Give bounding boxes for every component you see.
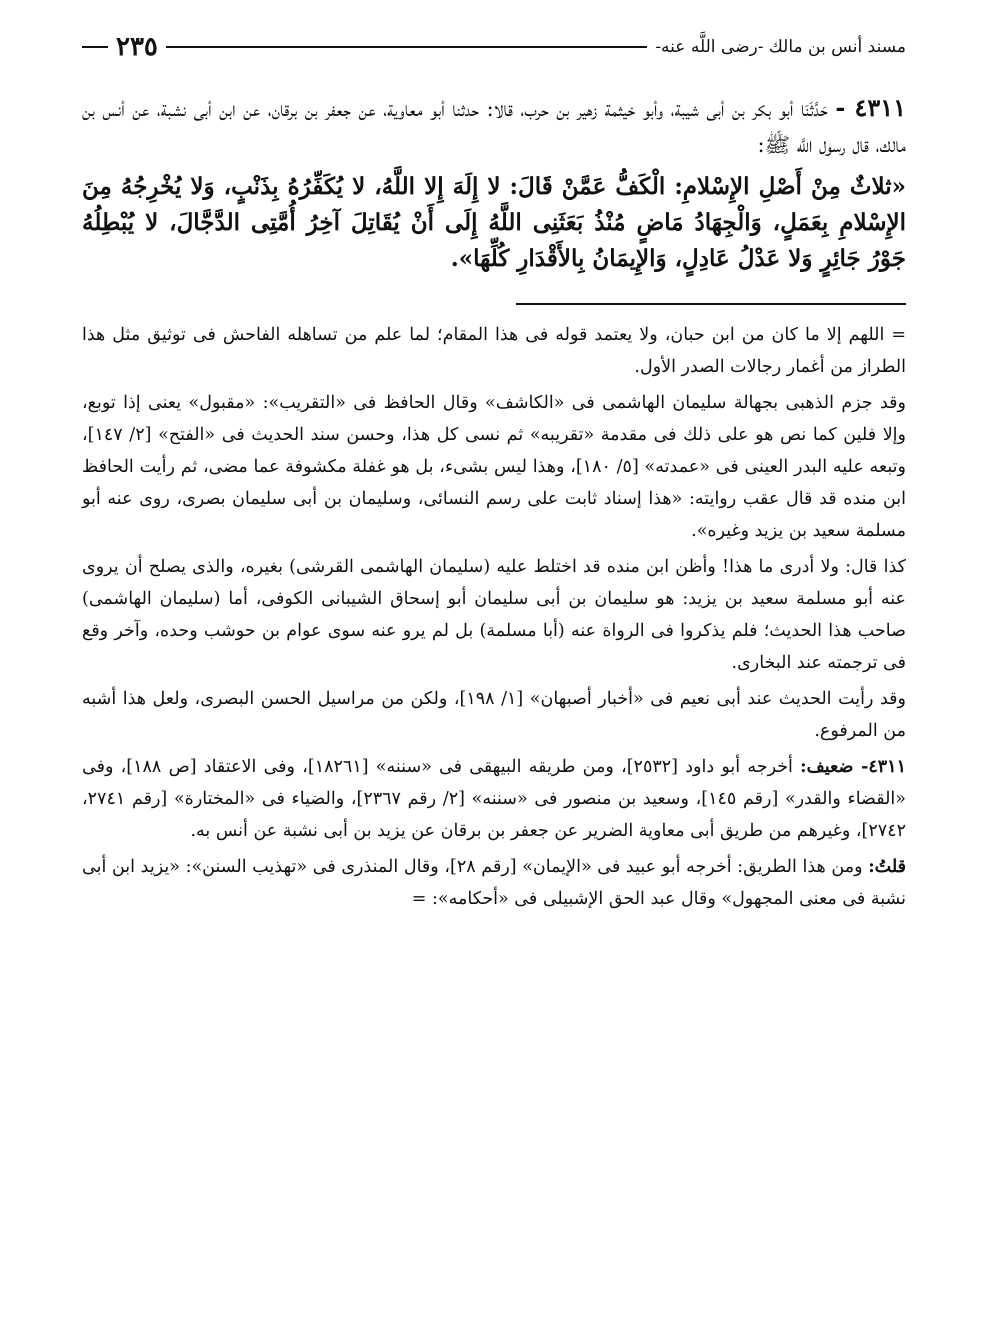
document-page [82,22,906,919]
page-number: ٢٣٥ [116,32,158,62]
page-header [82,22,906,72]
takhrij-paragraph [82,751,906,847]
comment-label: قلتُ: [868,857,906,877]
takhrij-text: أخرجه أبو داود [٢٥٣٢]، ومن طريقه البيهقى فى «سننه» [١٨٢٦١]، وفى الاعتقاد [ص ١٨٨]، وفى «القضاء والقدر» [رقم ١٤٥]، وسعيد بن منصور فى «سننه» [٢/ رقم ٢٣٦٧]، والضياء فى «المختارة» [رقم ٢٧٤١، ٢٧٤٢]، وغيرهم من طريق أبى معاوية الضرير عن جعفر بن برقان عن يزيد بن أبى نشبة عن أنس به. [82,757,906,841]
hadith-number: ٤٣١١ - [835,93,906,122]
footnote-paragraph: كذا قال: ولا أدرى ما هذا! وأظن ابن منده قد اختلط عليه (سليمان الهاشمى القرشى) بغيره، والذى يصلح أن يروى عنه أبو مسلمة سعيد بن يزيد: هو سليمان بن أبى سليمان أبو إسحاق الشيبانى الكوفى، أما (سليمان الهاشمى) صاحب هذا الحديث؛ فلم يذكروا فى الرواة عنه (أبا مسلمة) بل لم يرو عنه سوى عوام بن حوشب وحده، وآخر وقع فى ترجمته عند البخارى. [82,557,906,673]
footnote-paragraph: = اللهم إلا ما كان من ابن حبان، ولا يعتمد قوله فى هذا المقام؛ لما علم من تساهله الفاحش فى توثيق مثل هذا الطراز من أغمار رجالات الصدر الأول. [82,325,906,377]
takhrij-label: ٤٣١١- ضعيف: [800,757,906,777]
running-title: مسند أنس بن مالك -رضى اللَّه عنه- [655,37,906,57]
footnote-paragraph: وقد رأيت الحديث عند أبى نعيم فى «أخبار أصبهان» [١/ ١٩٨]، ولكن من مراسيل الحسن البصرى، ولعل هذا أشبه من المرفوع. [82,689,906,741]
comment-text: ومن هذا الطريق: أخرجه أبو عبيد فى «الإيمان» [رقم ٢٨]، وقال المنذرى فى «تهذيب السنن»: «يزيد ابن أبى نشبة فى معنى المجهول» وقال عبد الحق الإشبيلى فى «أحكامه»: = [82,857,906,909]
hadith-matn: «ثلاثٌ مِنْ أَصْلِ الإِسْلامِ: الْكَفُّ عَمَّنْ قَالَ: لا إِلَهَ إِلا اللَّهُ، لا يُكَفِّرُهُ بِذَنْبٍ، وَلا يُخْرِجُهُ مِنَ الإِسْلامِ بِعَمَلٍ، وَالْجِهَادُ مَاضٍ مُنْذُ بَعَثَنِى اللَّهُ إِلَى أَنْ يُقَاتِلَ آخِرُ أُمَّتِى الدَّجَّالَ، لا يُبْطِلُهُ جَوْرُ جَائِرٍ وَلا عَدْلُ عَادِلٍ، وَالإِيمَانُ بِالأَقْدَارِ كُلِّهَا». [82,173,906,272]
footnote-separator [516,303,906,305]
footnote-paragraph: وقد جزم الذهبى بجهالة سليمان الهاشمى فى «الكاشف» وقال الحافظ فى «التقريب»: «مقبول» يعنى إذا توبع، وإلا فلين كما نص هو على ذلك فى مقدمة «تقريبه» ثم نسى كل هذا، وحسن سند الحديث فى «الفتح» [٢/ ١٤٧]، وتبعه عليه البدر العينى فى «عمدته» [٥/ ١٨٠]، وهذا ليس بشىء، بل هو غفلة مكشوفة عما مضى، ثم رأيت الحافظ ابن منده قد قال عقب روايته: «هذا إسناد ثابت على رسم النسائى، وسليمان بن أبى سليمان بصرى، روى عنه أبو مسلمة سعيد بن يزيد وغيره». [82,393,906,541]
header-rule [166,46,647,48]
comment-paragraph [82,851,906,915]
header-dash [82,46,108,48]
footnotes [82,319,906,915]
hadith-text [82,90,906,277]
hadith-isnad: حَدَّثَنَا أبو بكر بن أبى شيبة، وأبو خيثمة زهير بن حرب، قالا: حدثنا أبو معاوية، عن جعفر بن برقان، عن ابن أبى نشبة، عن أنس بن مالك، قال رسول اللَّه ﷺ: [82,97,906,157]
